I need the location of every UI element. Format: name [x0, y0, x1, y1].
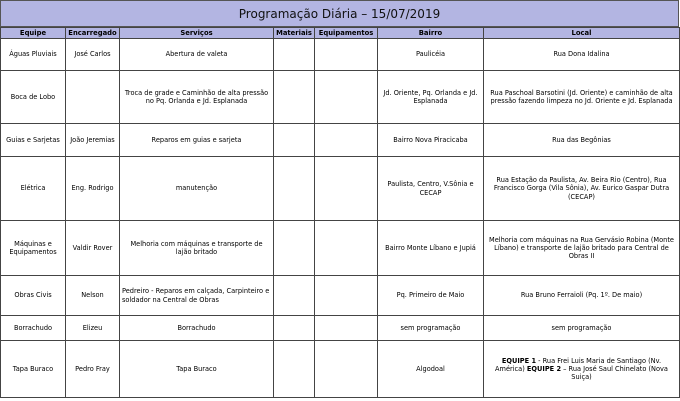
cell-equipamentos: [315, 221, 378, 276]
cell-local: Rua Bruno Ferraioli (Pq. 1º. De maio): [484, 276, 680, 316]
table-row: [1, 316, 680, 341]
cell-servicos: manutenção: [120, 157, 274, 221]
cell-materiais: [274, 157, 315, 221]
cell-bairro: Paulista, Centro, V.Sônia e CECAP: [378, 157, 484, 221]
cell-encarregado: Pedro Fray: [66, 341, 120, 398]
cell-servicos: Reparos em guias e sarjeta: [120, 124, 274, 157]
cell-equipe: Boca de Lobo: [1, 71, 66, 124]
header-encarregado: Encarregado: [66, 28, 120, 39]
cell-encarregado: José Carlos: [66, 39, 120, 71]
cell-bairro: Jd. Oriente, Pq. Orlanda e Jd. Esplanada: [378, 71, 484, 124]
team-2-label: EQUIPE 2: [526, 364, 562, 373]
cell-equipe: Tapa Buraco: [1, 341, 66, 398]
cell-bairro: Algodoal: [378, 341, 484, 398]
header-local: Local: [484, 28, 680, 39]
cell-local: Rua das Begônias: [484, 124, 680, 157]
cell-materiais: [274, 39, 315, 71]
cell-servicos: Troca de grade e Caminhão de alta pressão no Pq. Orlanda e Jd. Esplanada: [120, 71, 274, 124]
cell-local: sem programação: [484, 316, 680, 341]
cell-equipamentos: [315, 316, 378, 341]
cell-encarregado: João Jeremias: [66, 124, 120, 157]
cell-materiais: [274, 276, 315, 316]
cell-equipe: Águas Pluviais: [1, 39, 66, 71]
cell-bairro: Paulicéia: [378, 39, 484, 71]
header-equipe: Equipe: [1, 28, 66, 39]
cell-local: [484, 341, 680, 398]
team-1-label: EQUIPE 1: [501, 356, 537, 365]
cell-servicos: Melhoria com máquinas e transporte de lajão britado: [120, 221, 274, 276]
cell-servicos: Abertura de valeta: [120, 39, 274, 71]
table-row: [1, 341, 680, 398]
header-bairro: Bairro: [378, 28, 484, 39]
cell-materiais: [274, 341, 315, 398]
team-2-location: – Rua José Saul Chinelato (Nova Suiça): [563, 364, 668, 382]
cell-bairro: Pq. Primeiro de Maio: [378, 276, 484, 316]
cell-encarregado: Elizeu: [66, 316, 120, 341]
cell-encarregado: Eng. Rodrigo: [66, 157, 120, 221]
header-servicos: Serviços: [120, 28, 274, 39]
cell-local: Rua Paschoal Barsotini (Jd. Oriente) e caminhão de alta pressão fazendo limpeza no Jd. Oriente e Jd. Esplanada: [484, 71, 680, 124]
cell-materiais: [274, 71, 315, 124]
table-row: [1, 124, 680, 157]
cell-materiais: [274, 316, 315, 341]
cell-local: Melhoria com máquinas na Rua Gervásio Robina (Monte Líbano) e transporte de lajão britado para Central de Obras II: [484, 221, 680, 276]
header-materiais: Materiais: [274, 28, 315, 39]
cell-equipe: Elétrica: [1, 157, 66, 221]
cell-equipe: Guias e Sarjetas: [1, 124, 66, 157]
cell-encarregado: Nelson: [66, 276, 120, 316]
cell-equipamentos: [315, 276, 378, 316]
cell-servicos: Tapa Buraco: [120, 341, 274, 398]
cell-equipe: Obras Civis: [1, 276, 66, 316]
table-row: [1, 221, 680, 276]
cell-servicos: Borrachudo: [120, 316, 274, 341]
cell-materiais: [274, 124, 315, 157]
team-1-location: - Rua Frei Luis Maria de Santiago (Nv. América): [495, 356, 662, 373]
table-row: [1, 39, 680, 71]
table-row: [1, 157, 680, 221]
table-header-row: [1, 28, 680, 39]
cell-equipamentos: [315, 157, 378, 221]
table-row: [1, 276, 680, 316]
cell-local: Rua Estação da Paulista, Av. Beira Rio (Centro), Rua Francisco Gorga (Vila Sônia), Av. Eurico Gaspar Dutra (CECAP): [484, 157, 680, 221]
cell-equipamentos: [315, 39, 378, 71]
page-title: Programação Diária – 15/07/2019: [0, 0, 679, 27]
cell-bairro: Bairro Monte Líbano e Jupiá: [378, 221, 484, 276]
cell-equipe: Borrachudo: [1, 316, 66, 341]
cell-encarregado: Valdir Rover: [66, 221, 120, 276]
table-row: [1, 71, 680, 124]
cell-equipamentos: [315, 71, 378, 124]
cell-servicos: Pedreiro - Reparos em calçada, Carpinteiro e soldador na Central de Obras: [120, 276, 274, 316]
header-equipamentos: Equipamentos: [315, 28, 378, 39]
cell-bairro: sem programação: [378, 316, 484, 341]
cell-bairro: Bairro Nova Piracicaba: [378, 124, 484, 157]
cell-encarregado: [66, 71, 120, 124]
cell-equipamentos: [315, 124, 378, 157]
cell-local: Rua Dona Idalina: [484, 39, 680, 71]
schedule-table: [0, 27, 680, 398]
cell-equipe: Máquinas e Equipamentos: [1, 221, 66, 276]
cell-equipamentos: [315, 341, 378, 398]
cell-materiais: [274, 221, 315, 276]
